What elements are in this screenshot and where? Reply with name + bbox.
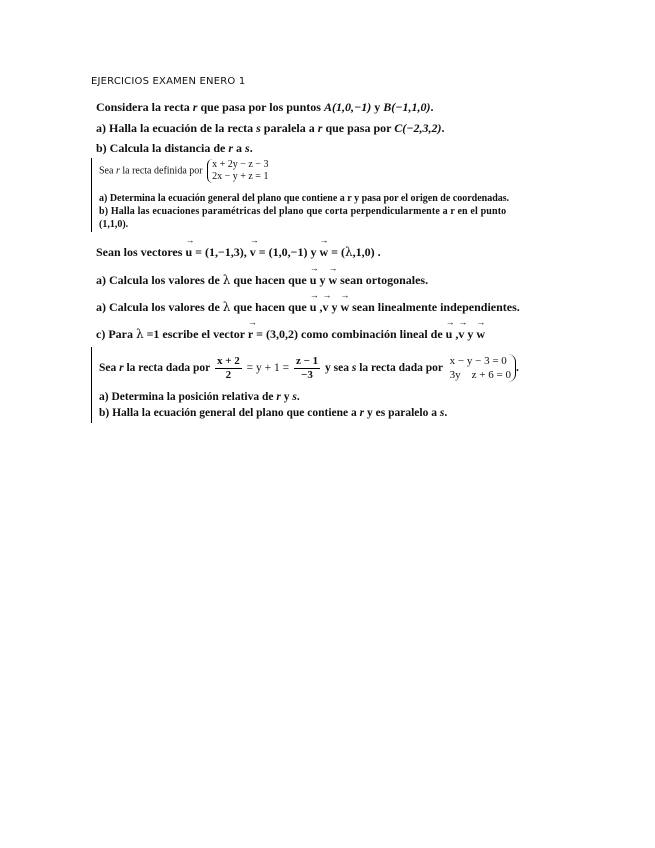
ex3-question-c: c) Para λ =1 escribe el vector → r = (3,0,2) como combinación lineal de → u ,→ v y → w bbox=[96, 327, 485, 342]
ex2-question-b-point: (1,1,0). bbox=[99, 219, 129, 230]
ex4-fraction-x: $\frac{x + 2}{2}$ bbox=[216, 354, 240, 381]
ex4-equation-system: x − y − 3 = 0 3y z + 6 = 0 bbox=[450, 354, 516, 382]
ex2-question-b: b) Halla las ecuaciones paramétricas del plano que corta perpendicularmente a r en el punto bbox=[99, 206, 507, 217]
ex1-question-b: b) Calcula la distancia de r a s. bbox=[96, 141, 253, 155]
document-title: EJERCICIOS EXAMEN ENERO 1 bbox=[91, 76, 246, 87]
ex4-question-b: b) Halla la ecuación general del plano que contiene a r y es paralelo a s. bbox=[99, 407, 448, 419]
ex4-statement: Sea r la recta dada por $\frac{x + 2}{2}$ = y + 1 = $\frac{z - 1}{-3}$ y sea s la recta dada por x − y − 3 = 0 3y z + 6 = 0 . bbox=[99, 354, 519, 381]
ex1-statement: Considera la recta r que pasa por los puntos A(1,0,−1) y B(−1,1,0). bbox=[96, 100, 434, 114]
ex2-margin-bar bbox=[91, 158, 92, 232]
ex3-question-b: a) Calcula los valores de λ que hacen que → u ,→ v y → w sean linealmente independientes. bbox=[96, 300, 520, 315]
ex1-question-a: a) Halla la ecuación de la recta s paralela a r que pasa por C(−2,3,2). bbox=[96, 121, 445, 135]
ex3-statement: Sean los vectores → u = (1,−1,3), → v = (1,0,−1) y → w = (λ,1,0) . bbox=[96, 245, 381, 260]
ex2-statement: Sea r la recta definida por x + 2y − z − 3 2x − y + z = 1 bbox=[99, 159, 269, 182]
ex4-fraction-z: $\frac{z - 1}{-3}$ bbox=[295, 354, 319, 381]
ex4-margin-bar bbox=[91, 347, 92, 423]
ex3-question-a: a) Calcula los valores de λ que hacen que → u y → w sean ortogonales. bbox=[96, 273, 428, 288]
ex4-question-a: a) Determina la posición relativa de r y s. bbox=[99, 391, 300, 403]
ex2-equation-system: x + 2y − z − 3 2x − y + z = 1 bbox=[207, 159, 268, 183]
ex2-question-a: a) Determina la ecuación general del plano que contiene a r y pasa por el origen de coordenadas. bbox=[99, 193, 510, 204]
